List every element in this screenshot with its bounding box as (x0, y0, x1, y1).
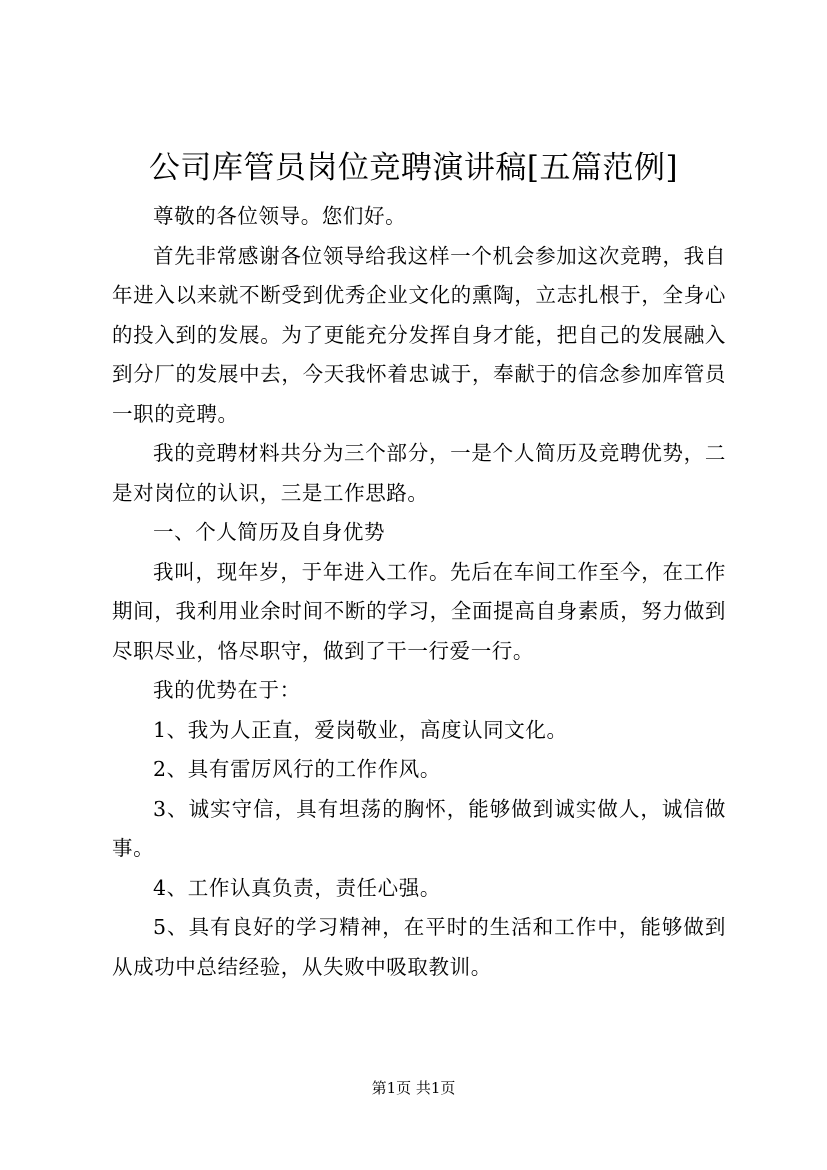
page-number-footer: 第1页 共1页 (371, 1079, 456, 1097)
document-title: 公司库管员岗位竞聘演讲稿[五篇范例] (148, 150, 679, 186)
paragraph-resume: 我叫，现年岁，于年进入工作。先后在车间工作至今，在工作期间，我利用业余时间不断的学习，全面提高自身素质，努力做到尽职尽业，恪尽职守，做到了干一行爱一行。 (112, 559, 726, 663)
paragraph-outline: 我的竞聘材料共分为三个部分，一是个人简历及竞聘优势，二是对岗位的认识，三是工作思路。 (112, 441, 726, 505)
list-item-5: 5、具有良好的学习精神，在平时的生活和工作中，能够做到从成功中总结经验，从失败中吸取教训。 (112, 915, 726, 979)
list-item-3: 3、诚实守信，具有坦荡的胸怀，能够做到诚实做人，诚信做事。 (112, 796, 726, 860)
section-heading-1: 一、个人简历及自身优势 (153, 520, 386, 544)
list-item-4: 4、工作认真负责，责任心强。 (153, 875, 441, 900)
paragraph-strengths-intro: 我的优势在于： (153, 678, 301, 702)
document-body (112, 197, 726, 987)
paragraph-intro: 首先非常感谢各位领导给我这样一个机会参加这次竞聘，我自年进入以来就不断受到优秀企业文化的熏陶，立志扎根于，全身心的投入到的发展。为了更能充分发挥自身才能，把自己的发展融入到分厂的发展中去，今天我怀着忠诚于，奉献于的信念参加库管员一职的竞聘。 (112, 243, 726, 426)
list-item-2: 2、具有雷厉风行的工作作风。 (153, 757, 441, 781)
paragraph-greeting: 尊敬的各位领导。您们好。 (153, 204, 407, 228)
list-item-1: 1、我为人正直，爱岗敬业，高度认同文化。 (153, 717, 568, 742)
